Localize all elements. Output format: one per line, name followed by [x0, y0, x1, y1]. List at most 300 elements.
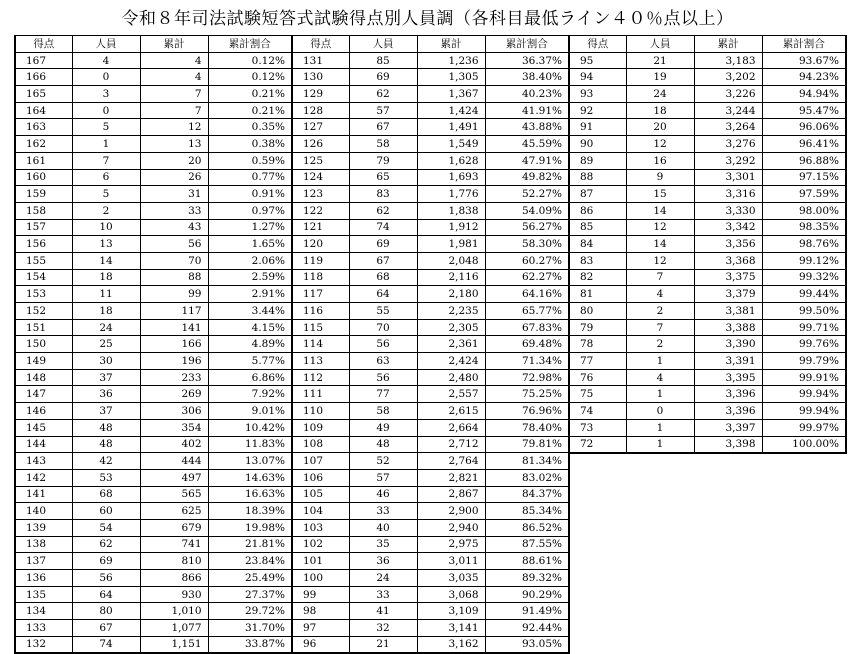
count-cell: 62	[72, 536, 140, 553]
cumulative-cell: 1,981	[417, 236, 485, 253]
cumulative-cell: 741	[140, 536, 208, 553]
score-cell: 142	[15, 469, 72, 486]
count-cell: 46	[349, 486, 417, 503]
cumulative-ratio-cell: 99.50%	[762, 303, 846, 320]
table-row	[15, 403, 292, 420]
cumulative-ratio-cell: 78.40%	[485, 419, 569, 436]
count-cell: 7	[626, 319, 694, 336]
score-cell: 118	[292, 269, 349, 286]
count-cell: 2	[72, 202, 140, 219]
cumulative-cell: 196	[140, 353, 208, 370]
count-cell: 4	[626, 286, 694, 303]
table-row	[292, 353, 569, 370]
count-cell: 65	[349, 169, 417, 186]
cumulative-ratio-cell: 72.98%	[485, 369, 569, 386]
cumulative-ratio-cell: 99.94%	[762, 403, 846, 420]
cumulative-cell: 2,180	[417, 286, 485, 303]
score-cell: 73	[569, 419, 626, 436]
score-cell: 151	[15, 319, 72, 336]
table-row	[569, 169, 846, 186]
score-cell: 132	[15, 636, 72, 653]
cumulative-ratio-cell: 1.27%	[208, 219, 292, 236]
cumulative-ratio-cell: 52.27%	[485, 186, 569, 203]
table-row	[292, 486, 569, 503]
count-cell: 35	[349, 536, 417, 553]
table-row	[15, 102, 292, 119]
cumulative-cell: 2,361	[417, 336, 485, 353]
table-row	[15, 553, 292, 570]
score-cell: 165	[15, 86, 72, 103]
count-cell: 36	[72, 386, 140, 403]
cumulative-cell: 3,301	[694, 169, 762, 186]
score-cell: 78	[569, 336, 626, 353]
count-cell: 21	[626, 52, 694, 69]
count-cell: 60	[72, 503, 140, 520]
count-cell: 56	[349, 369, 417, 386]
cumulative-ratio-cell: 97.15%	[762, 169, 846, 186]
table-row	[569, 119, 846, 136]
cumulative-ratio-cell: 67.83%	[485, 319, 569, 336]
cumulative-ratio-cell: 90.29%	[485, 586, 569, 603]
score-cell: 125	[292, 152, 349, 169]
score-cell: 74	[569, 403, 626, 420]
cumulative-cell: 99	[140, 286, 208, 303]
count-cell: 16	[626, 152, 694, 169]
table-row	[292, 303, 569, 320]
table-row	[569, 152, 846, 169]
cumulative-cell: 3,397	[694, 419, 762, 436]
score-cell: 106	[292, 469, 349, 486]
score-cell: 109	[292, 419, 349, 436]
count-cell: 1	[626, 353, 694, 370]
score-cell: 119	[292, 252, 349, 269]
score-cell: 91	[569, 119, 626, 136]
table-row	[15, 436, 292, 453]
cumulative-ratio-cell: 93.67%	[762, 52, 846, 69]
score-cell: 110	[292, 403, 349, 420]
cumulative-cell: 1,010	[140, 603, 208, 620]
header-row	[569, 36, 846, 53]
table-row	[569, 336, 846, 353]
table-row	[569, 419, 846, 436]
cumulative-cell: 3,398	[694, 436, 762, 453]
cumulative-cell: 70	[140, 252, 208, 269]
table-row	[569, 303, 846, 320]
score-cell: 77	[569, 353, 626, 370]
table-row	[15, 269, 292, 286]
score-cell: 152	[15, 303, 72, 320]
count-cell: 12	[626, 136, 694, 153]
cumulative-cell: 2,615	[417, 403, 485, 420]
cumulative-cell: 3,388	[694, 319, 762, 336]
score-cell: 159	[15, 186, 72, 203]
cumulative-cell: 866	[140, 570, 208, 587]
cumulative-ratio-cell: 62.27%	[485, 269, 569, 286]
count-cell: 10	[72, 219, 140, 236]
column-header: 人員	[72, 36, 140, 53]
score-cell: 130	[292, 69, 349, 86]
score-cell: 95	[569, 52, 626, 69]
score-cell: 101	[292, 553, 349, 570]
cumulative-cell: 3,342	[694, 219, 762, 236]
table-row	[569, 252, 846, 269]
cumulative-cell: 2,940	[417, 519, 485, 536]
cumulative-ratio-cell: 97.59%	[762, 186, 846, 203]
count-cell: 3	[72, 86, 140, 103]
table-row	[569, 269, 846, 286]
table-row	[292, 369, 569, 386]
count-cell: 18	[626, 102, 694, 119]
count-cell: 68	[349, 269, 417, 286]
cumulative-ratio-cell: 31.70%	[208, 620, 292, 637]
cumulative-ratio-cell: 98.76%	[762, 236, 846, 253]
cumulative-ratio-cell: 0.59%	[208, 152, 292, 169]
table-row	[292, 586, 569, 603]
table-row	[292, 169, 569, 186]
score-cell: 135	[15, 586, 72, 603]
table-row	[569, 102, 846, 119]
cumulative-cell: 2,305	[417, 319, 485, 336]
count-cell: 62	[349, 202, 417, 219]
cumulative-cell: 4	[140, 69, 208, 86]
cumulative-ratio-cell: 69.48%	[485, 336, 569, 353]
cumulative-cell: 306	[140, 403, 208, 420]
score-cell: 167	[15, 52, 72, 69]
column-header: 累計	[694, 36, 762, 53]
cumulative-cell: 2,235	[417, 303, 485, 320]
count-cell: 21	[349, 636, 417, 653]
score-cell: 124	[292, 169, 349, 186]
table-row	[15, 152, 292, 169]
table-row	[292, 102, 569, 119]
count-cell: 67	[72, 620, 140, 637]
cumulative-cell: 2,424	[417, 353, 485, 370]
count-cell: 14	[626, 202, 694, 219]
score-cell: 143	[15, 453, 72, 470]
table-row	[292, 152, 569, 169]
cumulative-cell: 1,776	[417, 186, 485, 203]
score-cell: 111	[292, 386, 349, 403]
score-cell: 162	[15, 136, 72, 153]
cumulative-cell: 625	[140, 503, 208, 520]
score-cell: 148	[15, 369, 72, 386]
cumulative-cell: 2,764	[417, 453, 485, 470]
score-cell: 153	[15, 286, 72, 303]
cumulative-cell: 3,162	[417, 636, 485, 653]
cumulative-ratio-cell: 5.77%	[208, 353, 292, 370]
score-cell: 94	[569, 69, 626, 86]
table-row	[292, 69, 569, 86]
score-cell: 160	[15, 169, 72, 186]
header-row	[292, 36, 569, 53]
cumulative-cell: 3,379	[694, 286, 762, 303]
count-cell: 14	[626, 236, 694, 253]
count-cell: 14	[72, 252, 140, 269]
cumulative-cell: 2,975	[417, 536, 485, 553]
table-row	[15, 419, 292, 436]
score-cell: 134	[15, 603, 72, 620]
count-cell: 49	[349, 419, 417, 436]
header-row	[15, 36, 292, 53]
table-row	[569, 353, 846, 370]
count-cell: 52	[349, 453, 417, 470]
cumulative-cell: 2,664	[417, 419, 485, 436]
count-cell: 48	[72, 419, 140, 436]
cumulative-cell: 679	[140, 519, 208, 536]
table-row	[15, 119, 292, 136]
cumulative-ratio-cell: 99.32%	[762, 269, 846, 286]
cumulative-cell: 3,330	[694, 202, 762, 219]
cumulative-ratio-cell: 89.32%	[485, 570, 569, 587]
score-cell: 87	[569, 186, 626, 203]
score-cell: 144	[15, 436, 72, 453]
score-cell: 120	[292, 236, 349, 253]
score-cell: 123	[292, 186, 349, 203]
score-cell: 166	[15, 69, 72, 86]
table-row	[569, 202, 846, 219]
cumulative-ratio-cell: 99.94%	[762, 386, 846, 403]
cumulative-cell: 1,424	[417, 102, 485, 119]
cumulative-cell: 1,305	[417, 69, 485, 86]
cumulative-ratio-cell: 76.96%	[485, 403, 569, 420]
cumulative-cell: 43	[140, 219, 208, 236]
cumulative-ratio-cell: 99.76%	[762, 336, 846, 353]
score-cell: 127	[292, 119, 349, 136]
column-header: 人員	[626, 36, 694, 53]
cumulative-cell: 3,390	[694, 336, 762, 353]
cumulative-ratio-cell: 95.47%	[762, 102, 846, 119]
cumulative-ratio-cell: 85.34%	[485, 503, 569, 520]
score-cell: 141	[15, 486, 72, 503]
cumulative-cell: 7	[140, 86, 208, 103]
count-cell: 74	[72, 636, 140, 653]
count-cell: 79	[349, 152, 417, 169]
count-cell: 64	[72, 586, 140, 603]
score-cell: 137	[15, 553, 72, 570]
table-row	[15, 303, 292, 320]
cumulative-ratio-cell: 84.37%	[485, 486, 569, 503]
table-row	[292, 269, 569, 286]
cumulative-cell: 3,368	[694, 252, 762, 269]
table-row	[292, 219, 569, 236]
cumulative-ratio-cell: 13.07%	[208, 453, 292, 470]
cumulative-cell: 3,292	[694, 152, 762, 169]
cumulative-cell: 3,109	[417, 603, 485, 620]
score-cell: 155	[15, 252, 72, 269]
table-row	[569, 69, 846, 86]
table-row	[15, 186, 292, 203]
table-row	[292, 336, 569, 353]
score-cell: 105	[292, 486, 349, 503]
count-cell: 33	[349, 586, 417, 603]
table-row	[15, 319, 292, 336]
count-cell: 67	[349, 252, 417, 269]
count-cell: 67	[349, 119, 417, 136]
cumulative-cell: 56	[140, 236, 208, 253]
score-cell: 115	[292, 319, 349, 336]
count-cell: 41	[349, 603, 417, 620]
cumulative-ratio-cell: 65.77%	[485, 303, 569, 320]
count-cell: 40	[349, 519, 417, 536]
table-row	[292, 136, 569, 153]
cumulative-ratio-cell: 11.83%	[208, 436, 292, 453]
table-row	[15, 369, 292, 386]
table-row	[292, 603, 569, 620]
cumulative-cell: 2,557	[417, 386, 485, 403]
cumulative-ratio-cell: 99.97%	[762, 419, 846, 436]
score-table-block-3	[568, 35, 847, 454]
count-cell: 68	[72, 486, 140, 503]
cumulative-cell: 3,264	[694, 119, 762, 136]
cumulative-cell: 166	[140, 336, 208, 353]
cumulative-cell: 3,381	[694, 303, 762, 320]
table-row	[292, 386, 569, 403]
table-row	[15, 86, 292, 103]
score-cell: 89	[569, 152, 626, 169]
score-cell: 102	[292, 536, 349, 553]
count-cell: 2	[626, 336, 694, 353]
count-cell: 13	[72, 236, 140, 253]
cumulative-ratio-cell: 75.25%	[485, 386, 569, 403]
score-cell: 122	[292, 202, 349, 219]
cumulative-cell: 2,116	[417, 269, 485, 286]
cumulative-cell: 20	[140, 152, 208, 169]
count-cell: 54	[72, 519, 140, 536]
cumulative-ratio-cell: 47.91%	[485, 152, 569, 169]
cumulative-cell: 1,151	[140, 636, 208, 653]
table-row	[15, 69, 292, 86]
count-cell: 64	[349, 286, 417, 303]
count-cell: 42	[72, 453, 140, 470]
table-row	[569, 369, 846, 386]
column-header: 得点	[569, 36, 626, 53]
cumulative-cell: 3,141	[417, 620, 485, 637]
cumulative-cell: 2,821	[417, 469, 485, 486]
count-cell: 24	[72, 319, 140, 336]
table-row	[292, 419, 569, 436]
score-cell: 138	[15, 536, 72, 553]
count-cell: 56	[72, 570, 140, 587]
score-cell: 158	[15, 202, 72, 219]
cumulative-cell: 1,628	[417, 152, 485, 169]
cumulative-cell: 269	[140, 386, 208, 403]
cumulative-cell: 2,480	[417, 369, 485, 386]
cumulative-ratio-cell: 10.42%	[208, 419, 292, 436]
score-cell: 98	[292, 603, 349, 620]
table-row	[569, 386, 846, 403]
table-row	[569, 319, 846, 336]
cumulative-cell: 117	[140, 303, 208, 320]
score-cell: 97	[292, 620, 349, 637]
cumulative-cell: 141	[140, 319, 208, 336]
count-cell: 56	[349, 336, 417, 353]
cumulative-cell: 3,035	[417, 570, 485, 587]
cumulative-ratio-cell: 0.38%	[208, 136, 292, 153]
cumulative-cell: 3,068	[417, 586, 485, 603]
table-row	[292, 403, 569, 420]
cumulative-ratio-cell: 99.79%	[762, 353, 846, 370]
count-cell: 70	[349, 319, 417, 336]
table-row	[569, 403, 846, 420]
table-row	[292, 469, 569, 486]
table-row	[15, 353, 292, 370]
cumulative-ratio-cell: 43.88%	[485, 119, 569, 136]
score-cell: 139	[15, 519, 72, 536]
count-cell: 15	[626, 186, 694, 203]
table-row	[569, 286, 846, 303]
cumulative-cell: 3,316	[694, 186, 762, 203]
count-cell: 24	[626, 86, 694, 103]
table-row	[292, 436, 569, 453]
score-table-block-1	[14, 35, 293, 654]
score-cell: 92	[569, 102, 626, 119]
score-cell: 145	[15, 419, 72, 436]
cumulative-ratio-cell: 4.15%	[208, 319, 292, 336]
cumulative-ratio-cell: 4.89%	[208, 336, 292, 353]
score-cell: 108	[292, 436, 349, 453]
count-cell: 9	[626, 169, 694, 186]
table-row	[292, 119, 569, 136]
cumulative-ratio-cell: 36.37%	[485, 52, 569, 69]
cumulative-ratio-cell: 99.91%	[762, 369, 846, 386]
score-cell: 126	[292, 136, 349, 153]
column-header: 累計割合	[762, 36, 846, 53]
score-cell: 163	[15, 119, 72, 136]
score-cell: 96	[292, 636, 349, 653]
table-row	[569, 186, 846, 203]
score-cell: 84	[569, 236, 626, 253]
count-cell: 2	[626, 303, 694, 320]
count-cell: 25	[72, 336, 140, 353]
count-cell: 80	[72, 603, 140, 620]
table-row	[15, 519, 292, 536]
cumulative-ratio-cell: 60.27%	[485, 252, 569, 269]
table-row	[15, 219, 292, 236]
count-cell: 11	[72, 286, 140, 303]
cumulative-ratio-cell: 96.41%	[762, 136, 846, 153]
score-cell: 128	[292, 102, 349, 119]
score-cell: 100	[292, 570, 349, 587]
cumulative-cell: 444	[140, 453, 208, 470]
cumulative-ratio-cell: 91.49%	[485, 603, 569, 620]
count-cell: 37	[72, 369, 140, 386]
cumulative-ratio-cell: 41.91%	[485, 102, 569, 119]
table-row	[292, 636, 569, 653]
score-cell: 82	[569, 269, 626, 286]
cumulative-cell: 2,867	[417, 486, 485, 503]
count-cell: 7	[72, 152, 140, 169]
cumulative-cell: 3,375	[694, 269, 762, 286]
table-row	[15, 586, 292, 603]
cumulative-ratio-cell: 45.59%	[485, 136, 569, 153]
cumulative-ratio-cell: 88.61%	[485, 553, 569, 570]
score-cell: 99	[292, 586, 349, 603]
table-row	[15, 136, 292, 153]
cumulative-ratio-cell: 99.12%	[762, 252, 846, 269]
count-cell: 63	[349, 353, 417, 370]
table-row	[292, 453, 569, 470]
count-cell: 33	[349, 503, 417, 520]
cumulative-cell: 1,491	[417, 119, 485, 136]
cumulative-cell: 33	[140, 202, 208, 219]
cumulative-ratio-cell: 21.81%	[208, 536, 292, 553]
cumulative-cell: 3,391	[694, 353, 762, 370]
table-row	[15, 286, 292, 303]
count-cell: 0	[72, 69, 140, 86]
count-cell: 77	[349, 386, 417, 403]
table-row	[292, 236, 569, 253]
count-cell: 32	[349, 620, 417, 637]
